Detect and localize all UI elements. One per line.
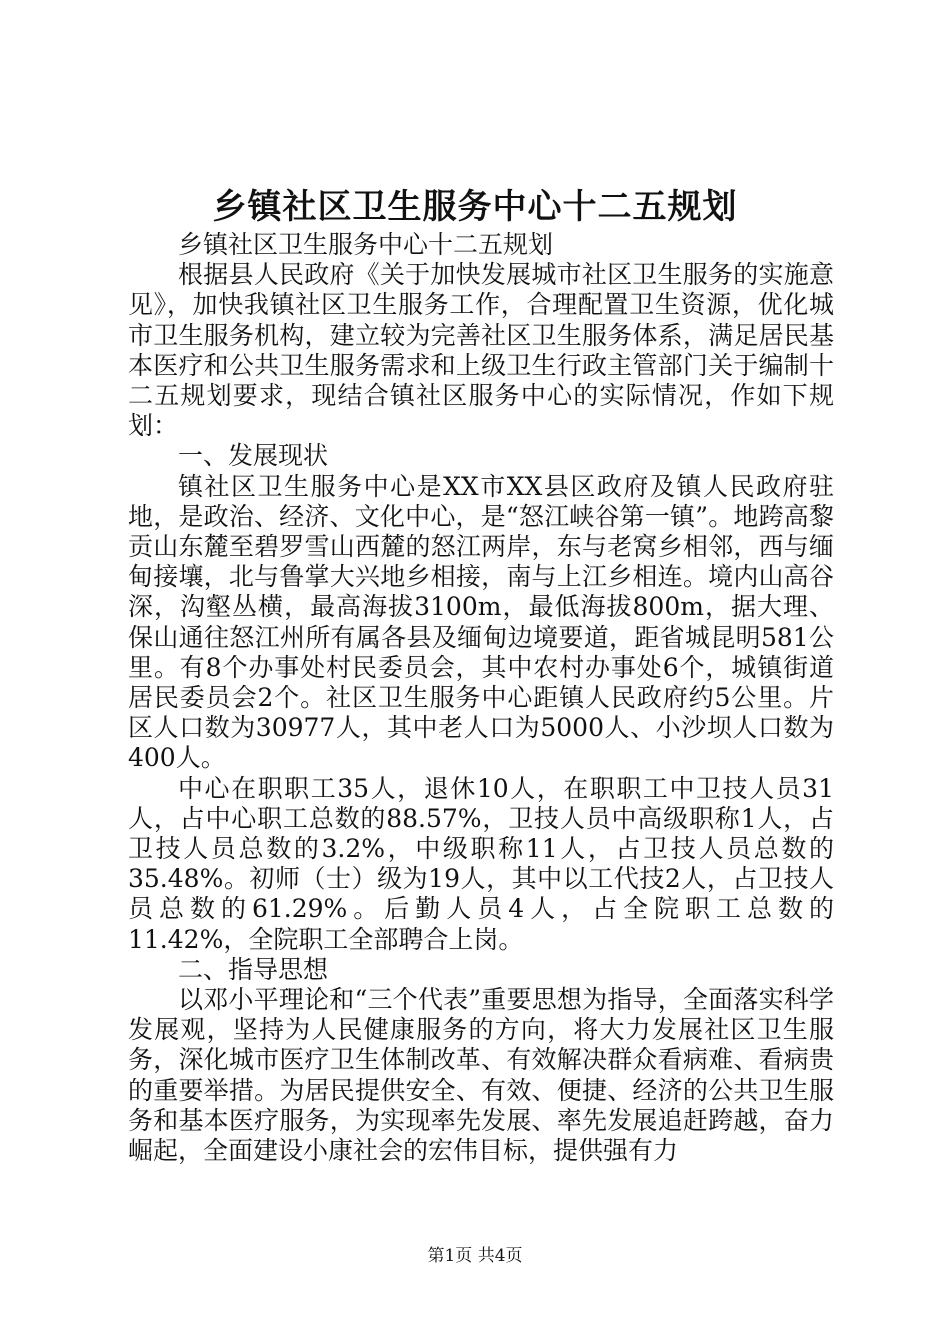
intro-paragraph: 根据县人民政府《关于加快发展城市社区卫生服务的实施意见》，加快我镇社区卫生服务工作，合理配置卫生资源，优化城市卫生服务机构，建立较为完善社区卫生服务体系，满足居民基本医疗和公共卫生服务需求和上级卫生行政主管部门关于编制十二五规划要求，现结合镇社区服务中心的实际情况，作如下规划： [128, 260, 834, 441]
subtitle-paragraph: 乡镇社区卫生服务中心十二五规划 [178, 230, 554, 259]
document-title: 乡镇社区卫生服务中心十二五规划 [212, 187, 738, 227]
guidance-paragraph: 以邓小平理论和“三个代表”重要思想为指导，全面落实科学发展观，坚持为人民健康服务的方向，将大力发展社区卫生服务，深化城市医疗卫生体制改革、有效解决群众看病难、看病贵的重要举措。为居民提供安全、有效、便捷、经济的公共卫生服务和基本医疗服务，为实现率先发展、率先发展追赶跨越，奋力崛起，全面建设小康社会的宏伟目标，提供强有力 [128, 985, 834, 1166]
status-paragraph-location: 镇社区卫生服务中心是XX市XX县区政府及镇人民政府驻地，是政治、经济、文化中心，是“怒江峡谷第一镇”。地跨高黎贡山东麓至碧罗雪山西麓的怒江两岸，东与老窝乡相邻，西与缅甸接壤，北与鲁掌大兴地乡相接，南与上江乡相连。境内山高谷深，沟壑丛横，最高海拔3100m，最低海拔800m，据大理、保山通往怒江州所有属各县及缅甸边境要道，距省城昆明581公里。有8个办事处村民委员会，其中农村办事处6个，城镇街道居民委员会2个。社区卫生服务中心距镇人民政府约5公里。片区人口数为30977人，其中老人口为5000人、小沙坝人口数为400人。 [128, 471, 834, 773]
section-heading-guidance: 二、指导思想 [178, 954, 329, 984]
page-number-footer: 第1页 共4页 [427, 1246, 523, 1266]
section-heading-status: 一、发展现状 [178, 441, 329, 471]
status-paragraph-staff: 中心在职职工35人，退休10人，在职职工中卫技人员31人，占中心职工总数的88.57%，卫技人员中高级职称1人，占卫技人员总数的3.2%，中级职称11人，占卫技人员总数的35.48%。初师（士）级为19人，其中以工代技2人，占卫技人员总数的61.29%。后勤人员4人，占全院职工总数的11.42%，全院职工全部聘合上岗。 [128, 773, 834, 954]
document-body [128, 230, 834, 1166]
